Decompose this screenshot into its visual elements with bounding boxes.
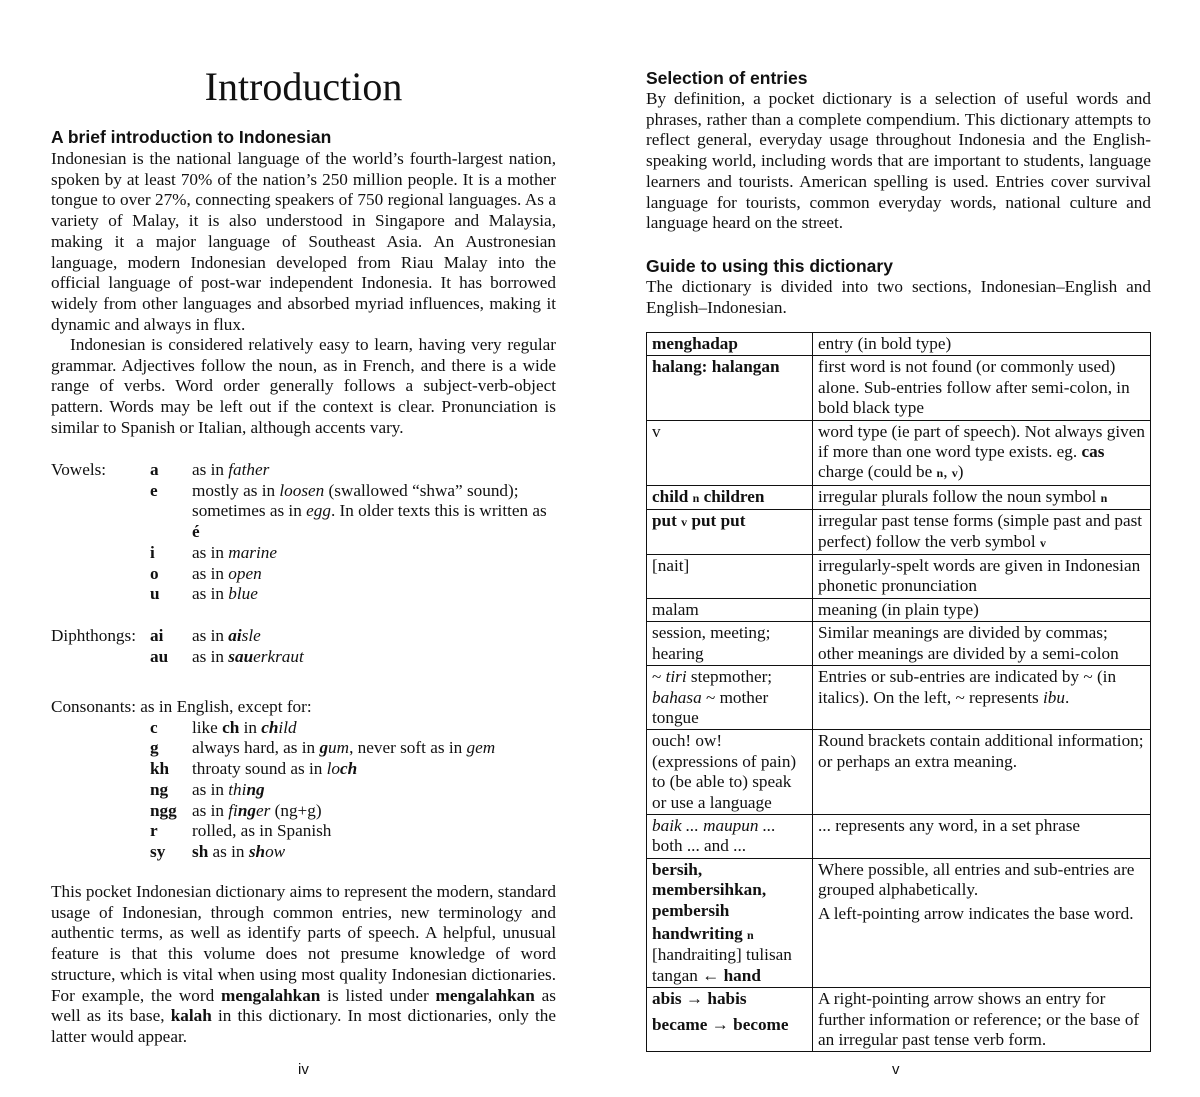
page-number: v [892,1061,900,1078]
consonant-row: ngg as in finger (ng+g) [150,800,322,820]
diphthongs-label: Diphthongs: [51,626,136,645]
table-row: v word type (ie part of speech). Not always given if more than one word type exists. eg. cas charge (could be n, v) [647,420,1151,485]
vowel-row: i as in marine [150,542,277,562]
consonant-row: c like ch in child [150,717,297,737]
consonants-list [51,697,556,863]
table-row: [nait] irregularly-spelt words are given in Indonesian phonetic pronunciation [647,555,1151,599]
diphthong-row: ai as in aisle [150,626,261,645]
vowels-list [51,460,556,605]
table-row: child n children irregular plurals follow the noun symbol n [647,485,1151,509]
guide-table [646,332,1151,1052]
vowel-row: u as in blue [150,584,258,604]
table-row: bersih, membersihkan, pembersih handwriting n [handraiting] tulisan tangan ← hand Where possible, all entries and sub-entries are grouped alphabetically. A left-pointing arrow indicates the base word. [647,858,1151,987]
vowels-label: Vowels: [51,460,107,479]
table-row: halang: halangan first word is not found (or commonly used) alone. Sub-entries follow after semi-colon, in bold black type [647,356,1151,420]
vowel-row: o as in open [150,563,262,583]
table-row: ~ tiri stepmother; bahasa ~ mother tongue Entries or sub-entries are indicated by ~ (in italics). On the left, ~ represents ibu. [647,666,1151,730]
vowel-row: e mostly as in loosen (swallowed “shwa” sound); sometimes as in egg. In older texts this is written as é [150,480,547,542]
table-row: ouch! ow! (expressions of pain) to (be able to) speak or use a language Round brackets contain additional information; or perhaps an extra meaning. [647,730,1151,815]
consonant-row: sy sh as in show [150,841,286,861]
table-row: abis → habis became → become A right-pointing arrow shows an entry for further information or reference; or the base of an irregular past tense verb form. [647,988,1151,1052]
diphthongs-list [51,626,556,667]
table-row: malam meaning (in plain type) [647,598,1151,621]
consonants-intro: Consonants: as in English, except for: [51,697,312,716]
table-row: session, meeting; hearing Similar meanings are divided by commas; other meanings are divided by a semi-colon [647,622,1151,666]
section-heading: A brief introduction to Indonesian [51,127,332,147]
section-heading: Guide to using this dictionary [646,256,893,276]
left-page [51,0,556,1097]
section-guide [646,255,1151,277]
intro-paragraph-2: Indonesian is considered relatively easy to learn, having very regular grammar. Adjectives follow the noun, as in French, and there is a wide range of verbs. Word order generally follows a subject-verb-object pattern. Words may be left out if the context is clear. Pronunciation is similar to Spanish or Italian, although accents vary. [51,335,556,437]
table-row: menghadap entry (in bold type) [647,333,1151,356]
intro-paragraph-3: This pocket Indonesian dictionary aims to represent the modern, standard usage of Indonesian, through common entries, new terminology and authentic terms, as well as identify parts of speech. A helpful, unusual feature is that this volume does not presume knowledge of word structure, which is vital when using most quality Indonesian dictionaries. For example, the word mengalahkan is listed under mengalahkan as well as its base, kalah in this dictionary. In most dictionaries, only the latter would appear. [51,882,556,1046]
page-number: iv [298,1061,309,1078]
guide-paragraph: The dictionary is divided into two sections, Indonesian–English and English–Indonesian. [646,277,1151,317]
table-row: put v put put irregular past tense forms (simple past and past perfect) follow the verb symbol v [647,510,1151,555]
table-row: baik ... maupun ... both ... and ... ... represents any word, in a set phrase [647,814,1151,858]
consonant-row: kh throaty sound as in loch [150,759,358,779]
consonant-row: ng as in thing [150,779,265,799]
vowel-row: a as in father [150,460,270,479]
selection-paragraph: By definition, a pocket dictionary is a selection of useful words and phrases, rather than a complete compendium. This dictionary attempts to reflect general, everyday usage throughout Indonesia and the English-speaking world, including words that are important to students, language learners and tourists. American spelling is used. Entries cover survival language for tourists, common everyday words, national culture and language heard on the street. [646,89,1151,233]
page-title: Introduction [204,64,403,109]
diphthong-row: au as in sauerkraut [150,646,304,666]
consonant-row: g always hard, as in gum, never soft as in gem [150,738,496,758]
section-heading: Selection of entries [646,68,808,88]
section-brief-intro [51,126,556,148]
right-page [646,0,1151,1097]
consonant-row: r rolled, as in Spanish [150,821,332,841]
intro-paragraph-1: Indonesian is the national language of the world’s fourth-largest nation, spoken by at least 70% of the nation’s 250 million people. It is a mother tongue to over 27%, connecting speakers of 750 regional languages. As a variety of Malay, it is also understood in Singapore and Malaysia, making it a major language of Southeast Asia. An Austronesian language, modern Indonesian developed from Riau Malay into the official language of post-war independent Indonesia. It has borrowed widely from other languages and absorbed myriad influences, making it dynamic and always in flux. [51,149,556,334]
section-selection [646,67,1151,89]
